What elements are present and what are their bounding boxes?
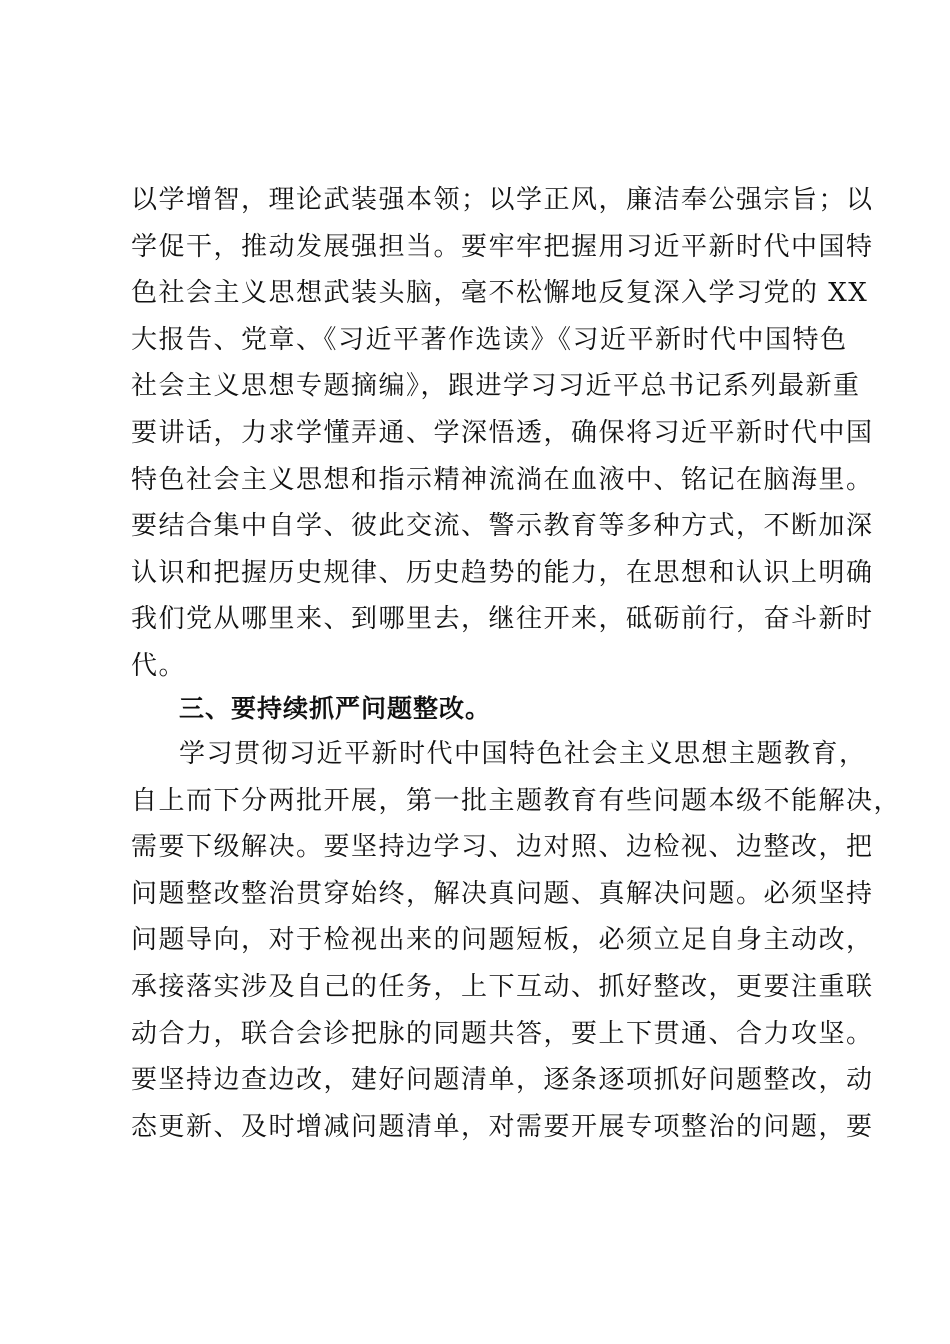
text-line: 我们党从哪里来、到哪里去，继往开来，砥砺前行，奋斗新时 [131,604,874,635]
text-line: 学促干，推动发展强担当。要牢牢把握用习近平新时代中国特 [131,231,874,262]
text-line: 承接落实涉及自己的任务，上下互动、抓好整改，更要注重联 [131,971,874,1002]
text-line: 代。 [131,650,187,681]
text-line: 认识和把握历史规律、历史趋势的能力，在思想和认识上明确 [131,557,874,588]
text-line: 社会主义思想专题摘编》，跟进学习习近平总书记系列最新重 [131,371,861,402]
text-line: 色社会主义思想武装头脑，毫不松懈地反复深入学习党的 XX [131,278,869,309]
text-line: 要结合集中自学、彼此交流、警示教育等多种方式，不断加深 [131,511,874,542]
text-line: 学习贯彻习近平新时代中国特色社会主义思想主题教育， [179,739,867,769]
text-line: 要讲话，力求学懂弄通、学深悟透，确保将习近平新时代中国 [131,417,874,448]
section-heading: 三、要持续抓严问题整改。 [179,694,492,723]
text-line: 问题整改整治贯穿始终，解决真问题、真解决问题。必须坚持 [131,878,874,909]
text-line: 动合力，联合会诊把脉的同题共答，要上下贯通、合力攻坚。 [131,1018,874,1049]
text-line: 大报告、党章、《习近平著作选读》《习近平新时代中国特色 [131,324,848,355]
text-line: 态更新、及时增减问题清单，对需要开展专项整治的问题，要 [131,1111,874,1142]
text-line: 自上而下分两批开展，第一批主题教育有些问题本级不能解决， [131,785,902,816]
text-line: 特色社会主义思想和指示精神流淌在血液中、铭记在脑海里。 [131,464,874,495]
paragraph-problem-rectification [131,731,902,1150]
paragraph-continuation [131,177,874,690]
text-line: 以学增智，理论武装强本领；以学正风，廉洁奉公强宗旨；以 [131,185,874,215]
text-line: 需要下级解决。要坚持边学习、边对照、边检视、边整改，把 [131,832,874,863]
text-line: 要坚持边查边改，建好问题清单，逐条逐项抓好问题整改，动 [131,1065,874,1096]
text-line: 问题导向，对于检视出来的问题短板，必须立足自身主动改， [131,925,874,956]
